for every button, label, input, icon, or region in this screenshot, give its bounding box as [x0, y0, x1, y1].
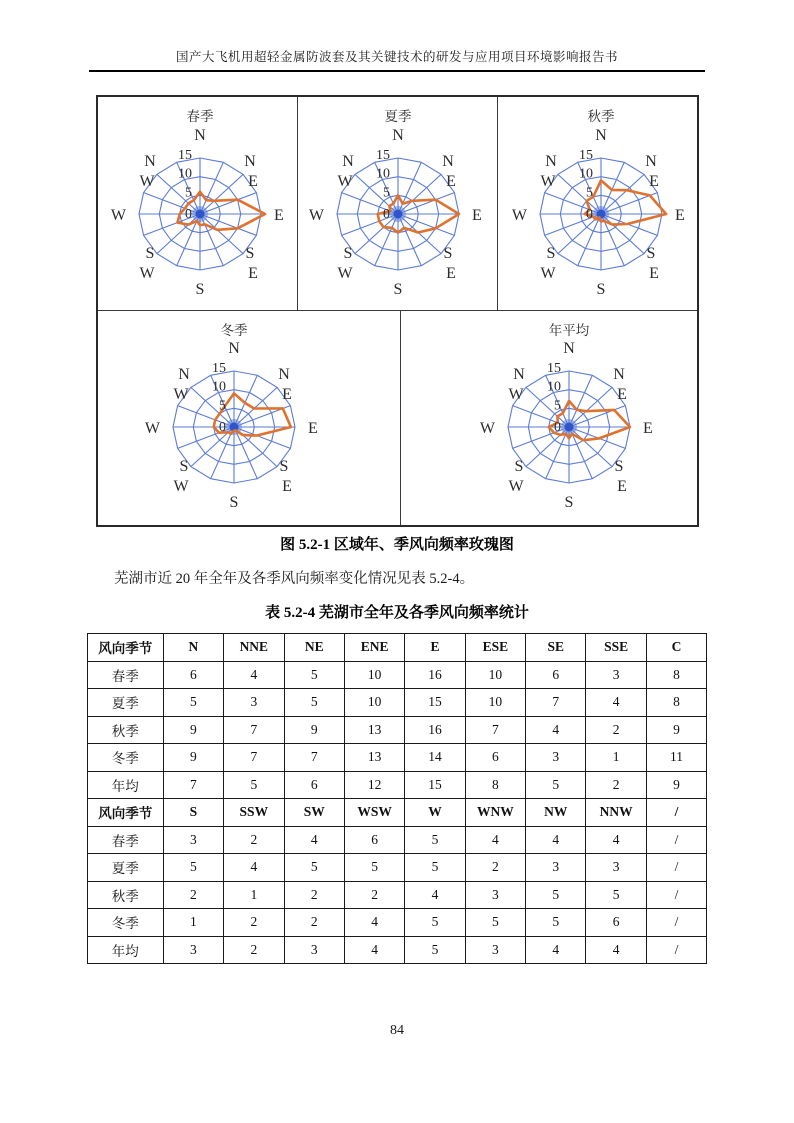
radial-tick-label: 15 — [546, 361, 561, 376]
table-cell: 4 — [405, 881, 465, 909]
compass-label-s: S — [195, 281, 204, 298]
table-cell: 5 — [526, 881, 586, 909]
page-number: 84 — [390, 1023, 404, 1038]
wind-rose-svg — [498, 97, 697, 310]
table-cell: 7 — [224, 716, 284, 744]
table-cell: 6 — [284, 771, 344, 799]
table-cell: 4 — [586, 689, 646, 717]
compass-label-ne: N — [644, 153, 657, 170]
radial-tick-label: 10 — [578, 166, 593, 182]
table-cell: 6 — [163, 661, 223, 689]
table-cell: 10 — [344, 689, 404, 717]
compass-label-e: E — [642, 420, 653, 437]
chart-title: 夏季 — [384, 109, 411, 124]
compass-label-ne: E — [445, 173, 456, 190]
radial-tick-label: 10 — [546, 379, 561, 395]
compass-label-n: N — [391, 127, 404, 144]
compass-label-n: N — [594, 127, 607, 144]
compass-label-ne: N — [441, 153, 454, 170]
table-cell: 9 — [284, 716, 344, 744]
table-cell: 秋季 — [87, 881, 163, 909]
compass-label-nw: W — [539, 173, 556, 190]
radial-tick-label: 5 — [184, 185, 192, 201]
compass-label-sw: S — [546, 245, 555, 262]
chart-title: 秋季 — [587, 109, 614, 124]
compass-label-sw: W — [507, 478, 524, 495]
compass-label-se: S — [614, 458, 623, 475]
table-header-cell: NE — [284, 634, 344, 662]
table-cell: 1 — [224, 881, 284, 909]
table-cell: 5 — [526, 909, 586, 937]
figure-row-top — [98, 97, 697, 311]
radar-spoke — [398, 174, 441, 214]
radar-spoke — [601, 214, 644, 254]
table-cell: 5 — [344, 854, 404, 882]
table-header-cell: E — [405, 634, 465, 662]
table-cell: 9 — [163, 744, 223, 772]
table-cell: 5 — [405, 826, 465, 854]
body-paragraph: 芜湖市近 20 年全年及各季风向频率变化情况见表 5.2-4。 — [114, 571, 475, 587]
chart-title: 年平均 — [548, 323, 589, 338]
radar-spoke — [354, 214, 397, 254]
table-cell: 8 — [646, 661, 706, 689]
table-cell: 3 — [586, 661, 646, 689]
table-cell: 2 — [163, 881, 223, 909]
table-cell: 4 — [526, 936, 586, 964]
table-row — [87, 744, 707, 772]
table-row — [87, 689, 707, 717]
radial-tick-label: 5 — [585, 185, 593, 201]
radar-spoke — [601, 174, 644, 214]
table-cell: / — [646, 881, 706, 909]
compass-label-s: S — [393, 281, 402, 298]
table-cell: 5 — [526, 771, 586, 799]
compass-label-w: W — [308, 207, 324, 224]
compass-label-se: S — [646, 245, 655, 262]
compass-label-s: S — [229, 494, 238, 511]
wind-rose-svg — [98, 97, 297, 310]
table-cell: 3 — [526, 854, 586, 882]
table-cell: 15 — [405, 771, 465, 799]
table-cell: 6 — [465, 744, 525, 772]
table-cell: 16 — [405, 661, 465, 689]
table-cell: 5 — [405, 854, 465, 882]
wind-rose-figure — [96, 95, 699, 527]
table-cell: 16 — [405, 716, 465, 744]
table-cell: 2 — [284, 881, 344, 909]
table-cell: 14 — [405, 744, 465, 772]
chart-title: 春季 — [186, 109, 213, 124]
table-header-cell: N — [163, 634, 223, 662]
compass-label-n: N — [193, 127, 206, 144]
table-cell: 2 — [224, 936, 284, 964]
radial-tick-label: 0 — [382, 207, 390, 222]
table-header-cell: NW — [526, 799, 586, 827]
compass-label-s: S — [596, 281, 605, 298]
compass-label-nw: W — [336, 173, 353, 190]
table-cell: 2 — [284, 909, 344, 937]
table-cell: 1 — [586, 744, 646, 772]
table-cell: 7 — [224, 744, 284, 772]
radar-spoke — [398, 214, 441, 254]
radial-tick-label: 10 — [375, 166, 390, 182]
table-cell: 8 — [465, 771, 525, 799]
table-cell: 9 — [646, 716, 706, 744]
radar-spoke — [525, 427, 568, 467]
table-cell: 2 — [586, 716, 646, 744]
wind-table-body — [87, 634, 707, 964]
table-header-cell: SE — [526, 634, 586, 662]
table-header-cell: C — [646, 634, 706, 662]
table-cell: 4 — [465, 826, 525, 854]
radial-tick-label: 10 — [177, 166, 192, 182]
table-cell: 3 — [163, 936, 223, 964]
table-header-cell: WSW — [344, 799, 404, 827]
radar-center-dot — [564, 423, 573, 432]
wind-rose-chart-annual — [400, 311, 697, 525]
table-cell: 冬季 — [87, 744, 163, 772]
compass-label-ne: N — [277, 366, 290, 383]
table-row — [87, 716, 707, 744]
compass-label-sw: W — [336, 265, 353, 282]
table-header-cell: SSE — [586, 634, 646, 662]
radar-center-dot — [195, 210, 204, 219]
table-cell: 4 — [526, 826, 586, 854]
table-cell: 4 — [526, 716, 586, 744]
table-cell: 7 — [526, 689, 586, 717]
table-cell: / — [646, 936, 706, 964]
table-cell: / — [646, 854, 706, 882]
compass-label-n: N — [227, 340, 240, 357]
table-header-cell: 风向季节 — [87, 634, 163, 662]
compass-label-e: E — [307, 420, 318, 437]
table-cell: 5 — [465, 909, 525, 937]
radial-tick-label: 0 — [218, 420, 226, 435]
radial-tick-label: 15 — [211, 361, 226, 376]
radial-tick-label: 15 — [375, 148, 390, 163]
table-cell: 15 — [405, 689, 465, 717]
compass-label-ne: N — [243, 153, 256, 170]
radial-tick-label: 0 — [553, 420, 561, 435]
compass-label-sw: S — [179, 458, 188, 475]
table-cell: 4 — [224, 661, 284, 689]
compass-label-se: S — [443, 245, 452, 262]
compass-label-nw: W — [138, 173, 155, 190]
radar-spoke — [200, 174, 243, 214]
table-cell: 2 — [586, 771, 646, 799]
table-row — [87, 936, 707, 964]
table-cell: 5 — [586, 881, 646, 909]
table-header-cell: SSW — [224, 799, 284, 827]
compass-label-sw: S — [343, 245, 352, 262]
table-cell: 5 — [284, 689, 344, 717]
radar-spoke — [569, 427, 612, 467]
compass-label-nw: W — [507, 386, 524, 403]
table-row — [87, 661, 707, 689]
table-cell: 3 — [526, 744, 586, 772]
table-cell: 3 — [224, 689, 284, 717]
table-cell: 4 — [224, 854, 284, 882]
table-cell: 5 — [284, 854, 344, 882]
table-cell: 3 — [586, 854, 646, 882]
table-header-cell: S — [163, 799, 223, 827]
table-cell: / — [646, 909, 706, 937]
table-cell: 4 — [586, 936, 646, 964]
table-row — [87, 909, 707, 937]
figure-caption: 图 5.2-1 区域年、季风向频率玫瑰图 — [280, 537, 514, 553]
table-cell: 5 — [224, 771, 284, 799]
table-cell: 2 — [224, 909, 284, 937]
radial-tick-label: 10 — [211, 379, 226, 395]
compass-label-e: E — [273, 207, 284, 224]
compass-label-s: S — [564, 494, 573, 511]
table-cell: 2 — [224, 826, 284, 854]
table-cell: 春季 — [87, 661, 163, 689]
table-header-row — [87, 799, 707, 827]
table-caption: 表 5.2-4 芜湖市全年及各季风向频率统计 — [265, 605, 529, 621]
wind-rose-chart-winter — [98, 311, 400, 525]
figure-row-bottom — [98, 311, 697, 525]
table-cell: 13 — [344, 744, 404, 772]
table-cell: 6 — [586, 909, 646, 937]
table-cell: 4 — [586, 826, 646, 854]
table-cell: 5 — [405, 936, 465, 964]
compass-label-sw: S — [145, 245, 154, 262]
table-header-cell: ESE — [465, 634, 525, 662]
wind-rose-chart-summer — [297, 97, 497, 310]
table-cell: 4 — [344, 909, 404, 937]
table-cell: 11 — [646, 744, 706, 772]
compass-label-nw: W — [172, 386, 189, 403]
wind-rose-chart-autumn — [497, 97, 697, 310]
compass-label-ne: E — [648, 173, 659, 190]
compass-label-sw: W — [138, 265, 155, 282]
table-cell: 夏季 — [87, 854, 163, 882]
table-header-cell: WNW — [465, 799, 525, 827]
radial-tick-label: 5 — [382, 185, 390, 201]
table-cell: 2 — [344, 881, 404, 909]
compass-label-w: W — [479, 420, 495, 437]
table-cell: 9 — [163, 716, 223, 744]
compass-label-ne: N — [612, 366, 625, 383]
table-cell: 10 — [465, 661, 525, 689]
compass-label-nw: N — [143, 153, 156, 170]
header-title: 国产大飞机用超轻金属防波套及其关键技术的研发与应用项目环境影响报告书 — [175, 50, 618, 64]
compass-label-se: E — [648, 265, 659, 282]
table-cell: 7 — [465, 716, 525, 744]
table-cell: 6 — [344, 826, 404, 854]
table-cell: 年均 — [87, 771, 163, 799]
wind-rose-svg — [401, 311, 697, 525]
compass-label-sw: W — [172, 478, 189, 495]
table-cell: 夏季 — [87, 689, 163, 717]
compass-label-se: S — [245, 245, 254, 262]
radar-spoke — [200, 214, 243, 254]
chart-title: 冬季 — [220, 323, 247, 338]
table-row — [87, 826, 707, 854]
radial-tick-label: 15 — [578, 148, 593, 163]
header-rule — [89, 70, 705, 72]
table-header-cell: 风向季节 — [87, 799, 163, 827]
table-cell: 5 — [163, 854, 223, 882]
table-cell: 1 — [163, 909, 223, 937]
compass-label-e: E — [471, 207, 482, 224]
table-cell: / — [646, 826, 706, 854]
table-cell: 3 — [465, 881, 525, 909]
table-cell: 7 — [163, 771, 223, 799]
table-cell: 2 — [465, 854, 525, 882]
table-cell: 春季 — [87, 826, 163, 854]
compass-label-nw: N — [512, 366, 525, 383]
compass-label-e: E — [674, 207, 685, 224]
table-cell: 冬季 — [87, 909, 163, 937]
table-cell: 3 — [163, 826, 223, 854]
radial-tick-label: 5 — [218, 398, 226, 414]
radial-tick-label: 0 — [184, 207, 192, 222]
table-row — [87, 771, 707, 799]
table-cell: 5 — [163, 689, 223, 717]
compass-label-n: N — [562, 340, 575, 357]
wind-frequency-table — [87, 633, 708, 964]
table-cell: 4 — [344, 936, 404, 964]
radial-tick-label: 15 — [177, 148, 192, 163]
table-header-cell: / — [646, 799, 706, 827]
compass-label-w: W — [110, 207, 126, 224]
table-header-cell: NNW — [586, 799, 646, 827]
table-cell: 8 — [646, 689, 706, 717]
radial-tick-label: 0 — [585, 207, 593, 222]
compass-label-se: S — [279, 458, 288, 475]
table-cell: 4 — [284, 826, 344, 854]
compass-label-nw: N — [544, 153, 557, 170]
table-cell: 7 — [284, 744, 344, 772]
compass-label-sw: W — [539, 265, 556, 282]
table-cell: 3 — [465, 936, 525, 964]
table-cell: 12 — [344, 771, 404, 799]
wind-rose-chart-spring — [98, 97, 297, 310]
table-cell: 秋季 — [87, 716, 163, 744]
compass-label-se: E — [281, 478, 292, 495]
table-header-cell: ENE — [344, 634, 404, 662]
table-cell: 5 — [284, 661, 344, 689]
compass-label-ne: E — [247, 173, 258, 190]
compass-label-w: W — [144, 420, 160, 437]
wind-rose-svg — [98, 311, 400, 525]
compass-label-se: E — [445, 265, 456, 282]
compass-label-nw: N — [177, 366, 190, 383]
radar-center-dot — [393, 210, 402, 219]
table-cell: 10 — [344, 661, 404, 689]
wind-rose-svg — [298, 97, 497, 310]
table-cell: 10 — [465, 689, 525, 717]
table-cell: 年均 — [87, 936, 163, 964]
compass-label-nw: N — [341, 153, 354, 170]
compass-label-se: E — [247, 265, 258, 282]
table-header-cell: NNE — [224, 634, 284, 662]
table-header-row — [87, 634, 707, 662]
compass-label-se: E — [616, 478, 627, 495]
table-header-cell: SW — [284, 799, 344, 827]
table-cell: 6 — [526, 661, 586, 689]
radial-tick-label: 5 — [553, 398, 561, 414]
table-cell: 13 — [344, 716, 404, 744]
table-cell: 9 — [646, 771, 706, 799]
compass-label-w: W — [511, 207, 527, 224]
table-row — [87, 854, 707, 882]
compass-label-ne: E — [281, 386, 292, 403]
table-cell: 3 — [284, 936, 344, 964]
table-header-cell: W — [405, 799, 465, 827]
compass-label-sw: S — [514, 458, 523, 475]
table-row — [87, 881, 707, 909]
table-cell: 5 — [405, 909, 465, 937]
compass-label-ne: E — [616, 386, 627, 403]
